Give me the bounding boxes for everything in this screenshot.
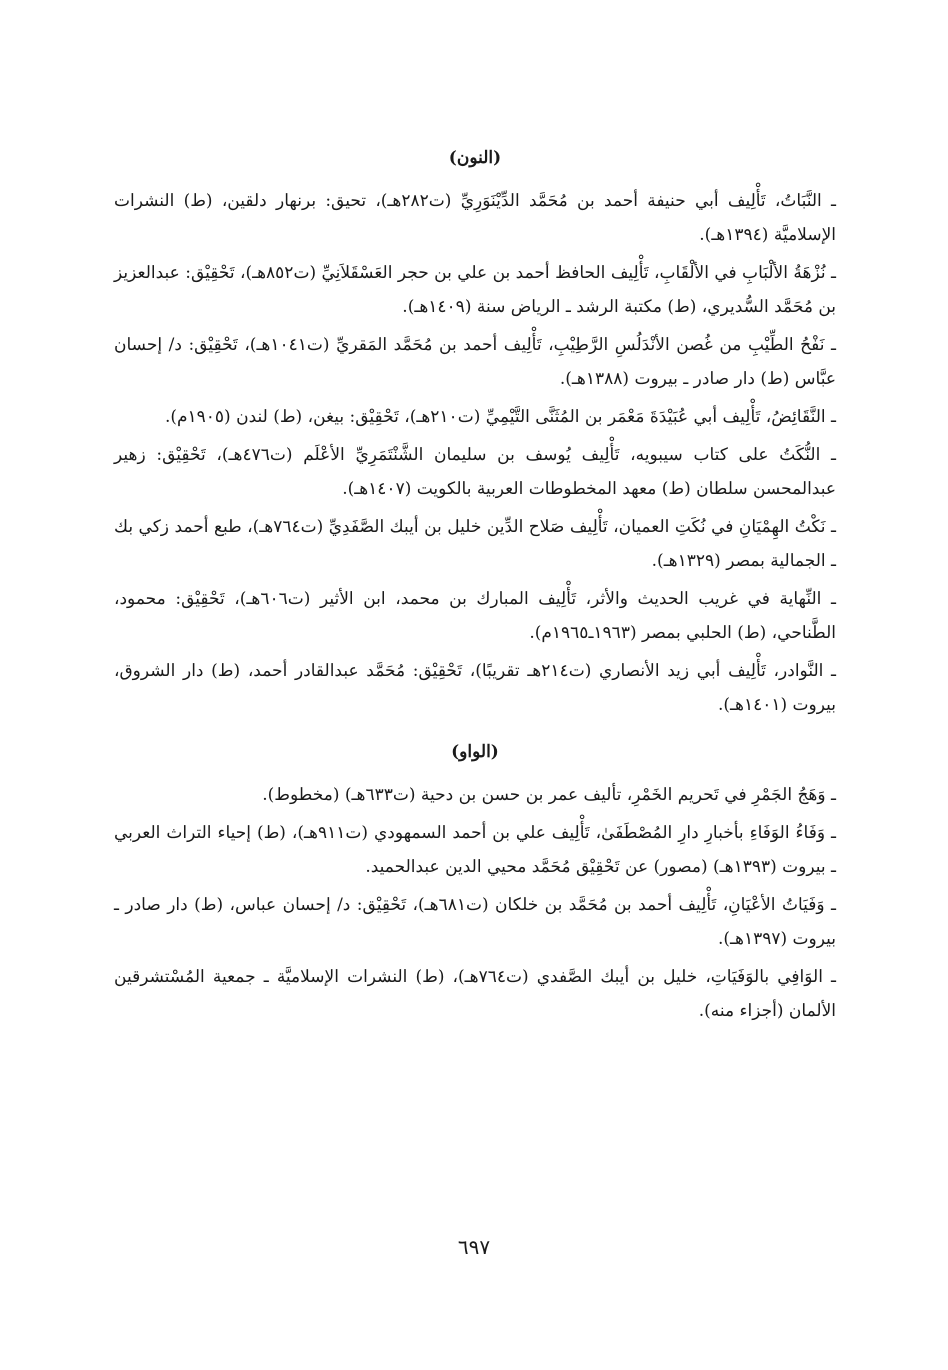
bibliography-entry: ـ النُّكَتُ على كتاب سيبويه، تَأْلِيف يُوسف بن سليمان الشَّنْتَمَرِيِّ الأعْلَم (ت٤٧٦هـ)، تَحْقِيْق: زهير عبدالمحسن سلطان (ط) معهد المخطوطات العربية بالكويت (١٤٠٧هـ). [114,445,836,499]
bibliography-entry: ـ نُزْهَةُ الألْبَابِ في الألْقَابِ، تَأْلِيف الحافظ أحمد بن علي بن حجر العَسْقَلاَنِيِّ (ت٨٥٢هـ)، تَحْقِيْق: عبدالعزيز بن مُحَمَّد السُّديري، (ط) مكتبة الرشد ـ الرياض سنة (١٤٠٩هـ). [114,263,836,317]
bibliography-entry: ـ وَفَيَاتُ الأعْيَانِ، تَأْلِيف أحمد بن مُحَمَّد بن خلكان (ت٦٨١هـ)، تَحْقِيْق: د/ إحسان عباس، (ط) دار صادر ـ بيروت (١٣٩٧هـ). [114,895,836,949]
section-heading-waw: (الواو) [451,742,499,762]
page-body [114,142,836,1032]
page-number: ٦٩٧ [457,1235,491,1259]
bibliography-entry: ـ الوَافِي بالوَفَيَاتِ، خليل بن أيبك الصَّفدي (ت٧٦٤هـ)، (ط) النشرات الإسلاميَّة ـ جمعية المُسْتشرقين الألمان (أجزاء منه). [114,967,836,1021]
bibliography-entry: ـ نَفْحُ الطِّيْبِ من غُصن الأنْدَلُسِ الرَّطِيْبِ، تَأْلِيف أحمد بن مُحَمَّد المَقريِّ (ت١٠٤١هـ)، تَحْقِيْق: د/ إحسان عبَّاس (ط) دار صادر ـ بيروت (١٣٨٨هـ). [114,335,836,389]
bibliography-entry: ـ النَّبَاتُ، تَأْلِيف أبي حنيفة أحمد بن مُحَمَّد الدِّيْنَوَرِيِّ (ت٢٨٢هـ)، تحيق: برنهار دلقين، (ط) النشرات الإسلاميَّة (١٣٩٤هـ). [114,191,837,245]
bibliography-entry: ـ النَّقَائِضُ، تَأْلِيف أبي عُبَيْدَةَ مَعْمَر بن المُثَنَّى التَّيْمِيِّ (ت٢١٠هـ)، تَحْقِيْق: بيغن، (ط) لندن (١٩٠٥م). [164,407,836,427]
section-heading-noon: (النون) [448,148,502,168]
bibliography-entry: ـ نَكْتُ الهِمْيَانِ في نُكَتِ العميان، تَأْلِيف صَلاح الدِّين خليل بن أيبك الصَّفَدِيِّ (ت٧٦٤هـ)، طبع أحمد زكي بك ـ الجمالية بمصر (١٣٢٩هـ). [114,517,836,571]
bibliography-entry: ـ وَفَاءُ الوَفَاءِ بأخبارِ دارِ المُصْطَفَىٰ، تَأْلِيف علي بن أحمد السمهودي (ت٩١١هـ)، (ط) إحياء التراث العربي ـ بيروت (١٣٩٣هـ) (مصور) عن تَحْقِيْق مُحَمَّد محيي الدين عبدالحميد. [114,823,836,877]
bibliography-entry: ـ وَهَجُ الجَمْرِ في تَحريم الخَمْرِ، تأليف عمر بن حسن بن دحية (ت٦٣٣هـ) (مخطوط). [262,785,836,805]
bibliography-entry: ـ النِّهاية في غريب الحديث والأثر، تَأْلِيف المبارك بن محمد، ابن الأثير (ت٦٠٦هـ)، تَحْقِيْق: محمود، الطَّناحي، (ط) الحلبي بمصر (١٩٦٣ـ١٩٦٥م). [114,589,836,643]
bibliography-entry: ـ النَّوادر، تَأْلِيف أبي زيد الأنصاري (ت٢١٤هـ تقريبًا)، تَحْقِيْق: مُحَمَّد عبدالقادر أحمد، (ط) دار الشروق، بيروت (١٤٠١هـ). [114,661,836,715]
